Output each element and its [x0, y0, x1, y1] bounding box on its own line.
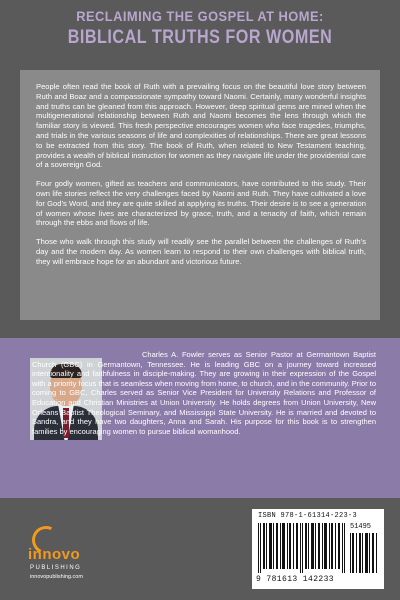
publisher-url: innovopublishing.com	[30, 574, 83, 580]
title-area	[0, 0, 400, 70]
ean-number: 9 781613 142233	[256, 575, 335, 584]
barcode-box	[252, 509, 384, 589]
publisher-brand: innovo	[28, 546, 81, 563]
barcode-addon-icon	[350, 533, 378, 573]
price-code: 51495	[350, 523, 372, 531]
isbn-text: ISBN 978-1-61314-223-3	[258, 512, 358, 520]
barcode-main-icon	[258, 523, 346, 573]
description-paragraph: People often read the book of Ruth with a prevailing focus on the beautiful love story between Ruth and Boaz and a compassionate sympathy toward Naomi. Certainly, many wonderful insights and truths can be gleaned from this approach. However, deep spiritual gems are mined when the multigenerational relationship between Ruth and Naomi becomes the lens through which the familiar story is viewed. This fresh perspective encourages women who face tragedies, triumphs, and trials in the various seasons of life and complexities of relationships. There are great lessons to be extracted from this story. The book of Ruth, when related to New Testament teaching, provides a wealth of biblical instruction for women as they navigate life under the providential care of a sovereign God.	[36, 82, 366, 170]
description-paragraph: Those who walk through this study will readily see the parallel between the challenges of Ruth’s day and the modern day. As women learn to respond to their own challenges with biblical truth, they will embrace hope for an abundant and victorious future.	[36, 237, 366, 266]
publisher-sub: PUBLISHING	[30, 565, 82, 571]
description-panel	[20, 70, 380, 320]
description-text	[36, 82, 366, 276]
series-title: RECLAIMING THE GOSPEL AT HOME:	[76, 8, 324, 24]
description-paragraph: Four godly women, gifted as teachers and communicators, have contributed to this study. Their own life stories reflect the very challenges faced by Naomi and Ruth. They have cultivated a love for God’s Word, and they are quite skilled at applying its truths. Their desire is to see a generation of women whose lives are characterized by grace, truth, and a tenacity of faith, which remain through the ebbs and flows of life.	[36, 179, 366, 228]
publisher-logo	[26, 522, 96, 582]
author-bio-text: Charles A. Fowler serves as Senior Pastor at Germantown Baptist Church (GBC) in Germantown, Tennessee. He is leading GBC on a journey toward increased intentionality and faithfulness in disciple-making. They are growing in their expression of the Gospel with a priority focus that is seamless when moving from home, to church, and in the community. Prior to coming to GBC, Charles served as Senior Vice President for University Relations and Professor of Education and Christian Ministries at Union University. He holds degrees from Union University, New Orleans Baptist Theological Seminary, and Mississippi State University. He is married and devoted to Sandra, and they have two daughters, Anna and Sarah. His purpose for this book is to strengthen families by encouraging women to pursue biblical womanhood.	[32, 350, 376, 436]
book-subtitle: BIBLICAL TRUTHS FOR WOMEN	[67, 27, 333, 48]
